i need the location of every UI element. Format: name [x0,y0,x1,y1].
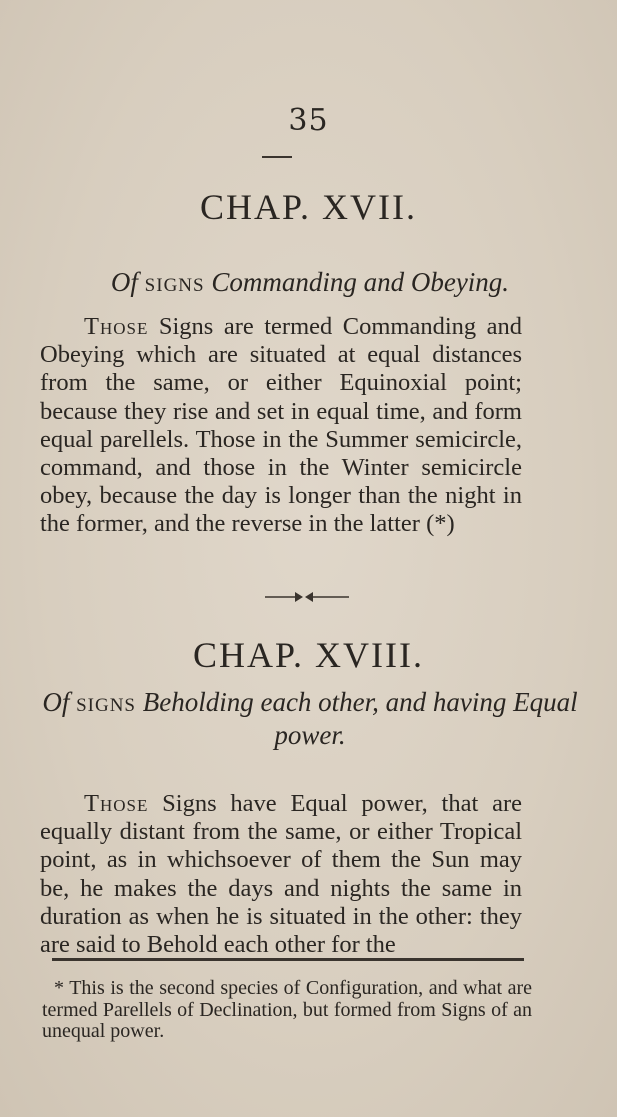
chapter-18-subtitle: Of signs Beholding each other, and having Equal power. [42,687,578,750]
footnote-rule [52,958,524,961]
chapter-17-paragraph: Those Signs are termed Commanding and Obeying which are situated at equal distances from the same, or either Equinoxial point; because they rise and set in equal time, and form equal parellels. Those in the Summer semicircle, command, and those in the Winter semicircle obey, because the day is longer than the night in the former, and the reverse in the latter (*) [40,313,522,538]
page-number-rule [262,156,292,158]
chapter-17-title: CHAP. XVII. [199,187,417,227]
chapter-18-title: CHAP. XVIII. [193,635,424,675]
chapter-17-subtitle: Of signs Commanding and Obeying. [110,267,510,297]
footnote: * This is the second species of Configuration, and what are termed Parellels of Declination, but formed from Signs of an unequal power. [42,977,532,1042]
page-number: 35 [288,103,329,138]
ornament-divider [263,589,353,605]
chapter-18-paragraph: Those Signs have Equal power, that are equally distant from the same, or either Tropical point, as in whichsoever of them the Sun may be, he makes the days and nights the same in duration as when he is situated in the other: they are said to Behold each other for the [40,790,522,959]
